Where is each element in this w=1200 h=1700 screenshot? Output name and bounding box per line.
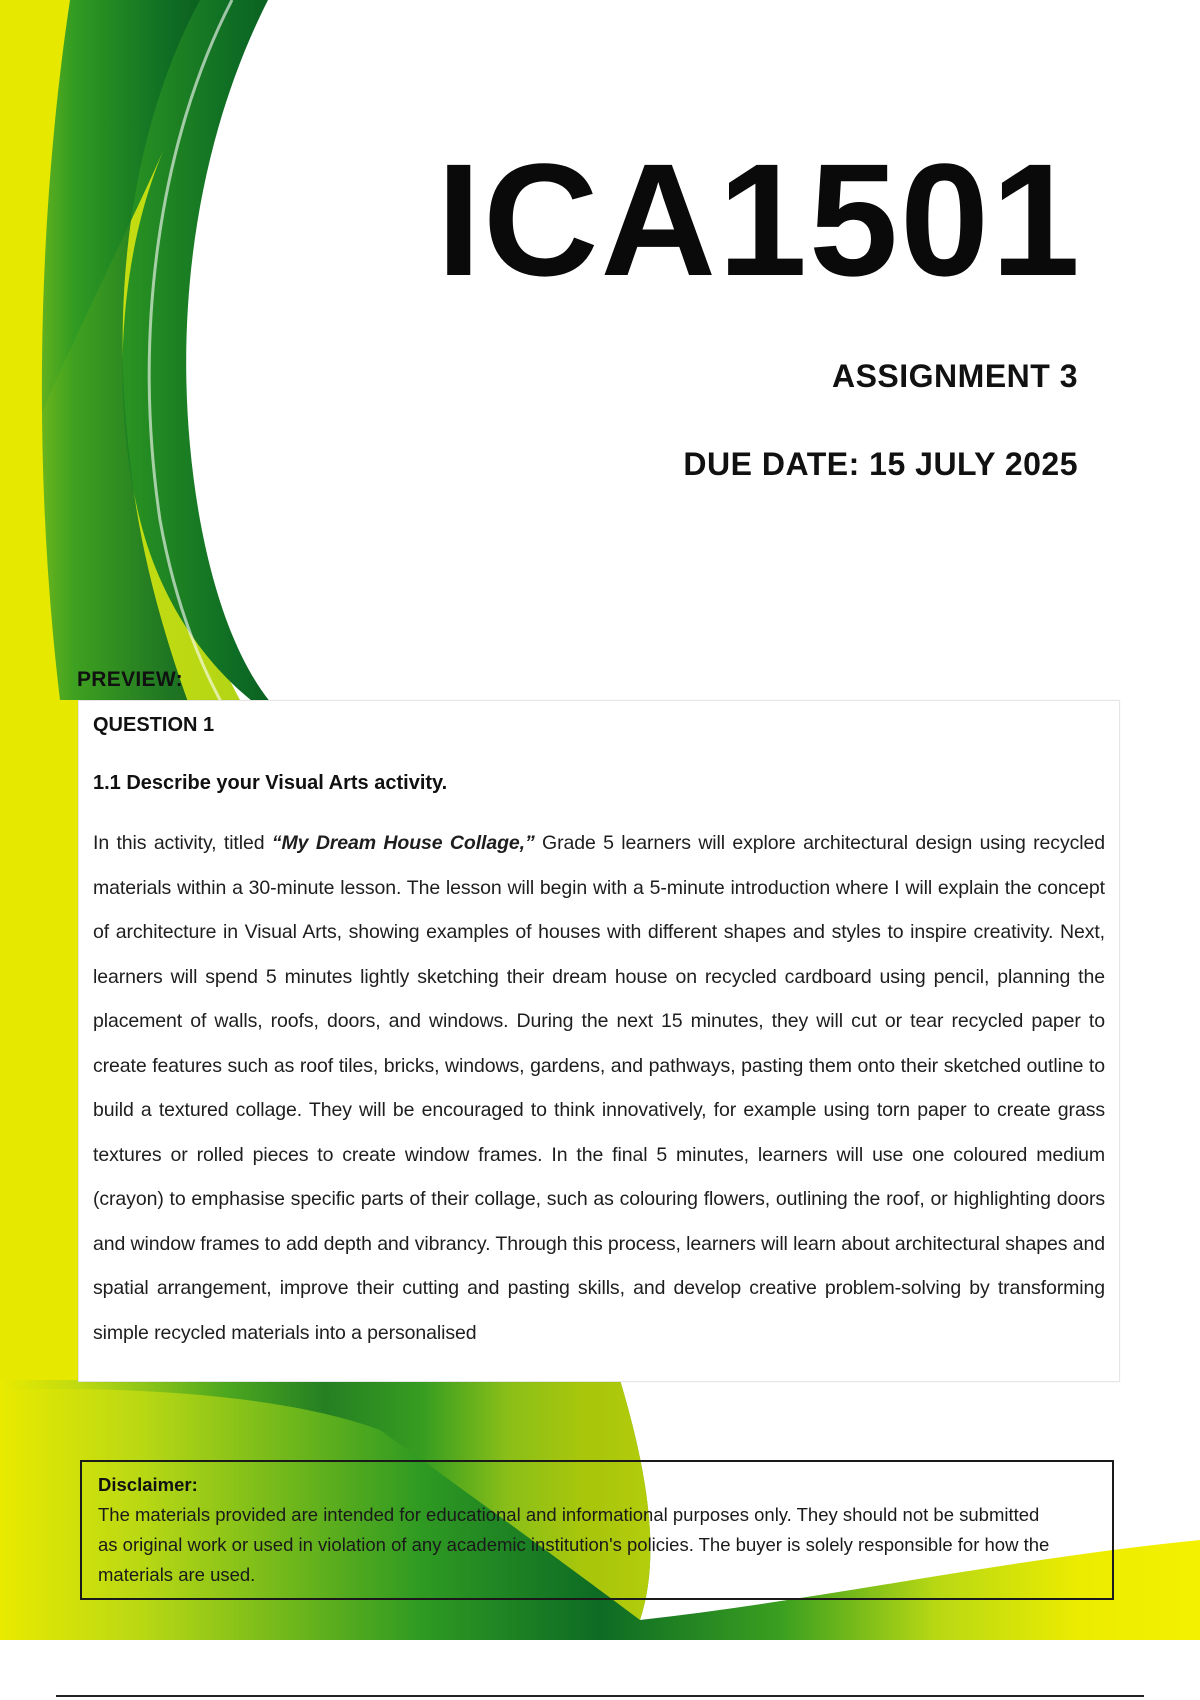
preview-panel [78,700,1120,1382]
disclaimer-title: Disclaimer: [98,1474,198,1495]
disclaimer-text: The materials provided are intended for educational and informational purposes only. They should not be submitted as original work or used in violation of any academic institution's policies. The buyer is solely responsible for how the materials are used. [98,1504,1050,1585]
assignment-number: ASSIGNMENT 3 [831,358,1078,394]
footer-divider [56,1695,1144,1697]
disclaimer-box [80,1460,1114,1600]
question-answer-paragraph [93,821,1105,1355]
course-code-title: ICA1501 [436,130,1082,309]
answer-text-body: Grade 5 learners will explore architectural design using recycled materials within a 30-minute lesson. The lesson will begin with a 5-minute introduction where I will explain the concept of architecture in Visual Arts, showing examples of houses with different shapes and styles to inspire creativity. Next, learners will spend 5 minutes lightly sketching their dream house on recycled cardboard using pencil, planning the placement of walls, roofs, doors, and windows. During the next 15 minutes, they will cut or tear recycled paper to create features such as roof tiles, bricks, windows, gardens, and pathways, pasting them onto their sketched outline to build a textured collage. They will be encouraged to think innovatively, for example using torn paper to create grass textures or rolled pieces to create window frames. In the final 5 minutes, learners will use one coloured medium (crayon) to emphasise specific parts of their collage, such as colouring flowers, outlining the roof, or highlighting doors and window frames to add depth and vibrancy. Through this process, learners will learn about architectural shapes and spatial arrangement, improve their cutting and pasting skills, and develop creative problem-solving by transforming simple recycled materials into a personalised [93,832,1105,1344]
activity-title: “My Dream House Collage,” [271,832,535,854]
answer-text-intro: In this activity, titled [93,832,272,854]
question-title: QUESTION 1 [93,714,215,736]
due-date: DUE DATE: 15 JULY 2025 [683,446,1078,482]
preview-label: PREVIEW: [77,668,183,691]
question-subtitle: 1.1 Describe your Visual Arts activity. [93,772,448,794]
